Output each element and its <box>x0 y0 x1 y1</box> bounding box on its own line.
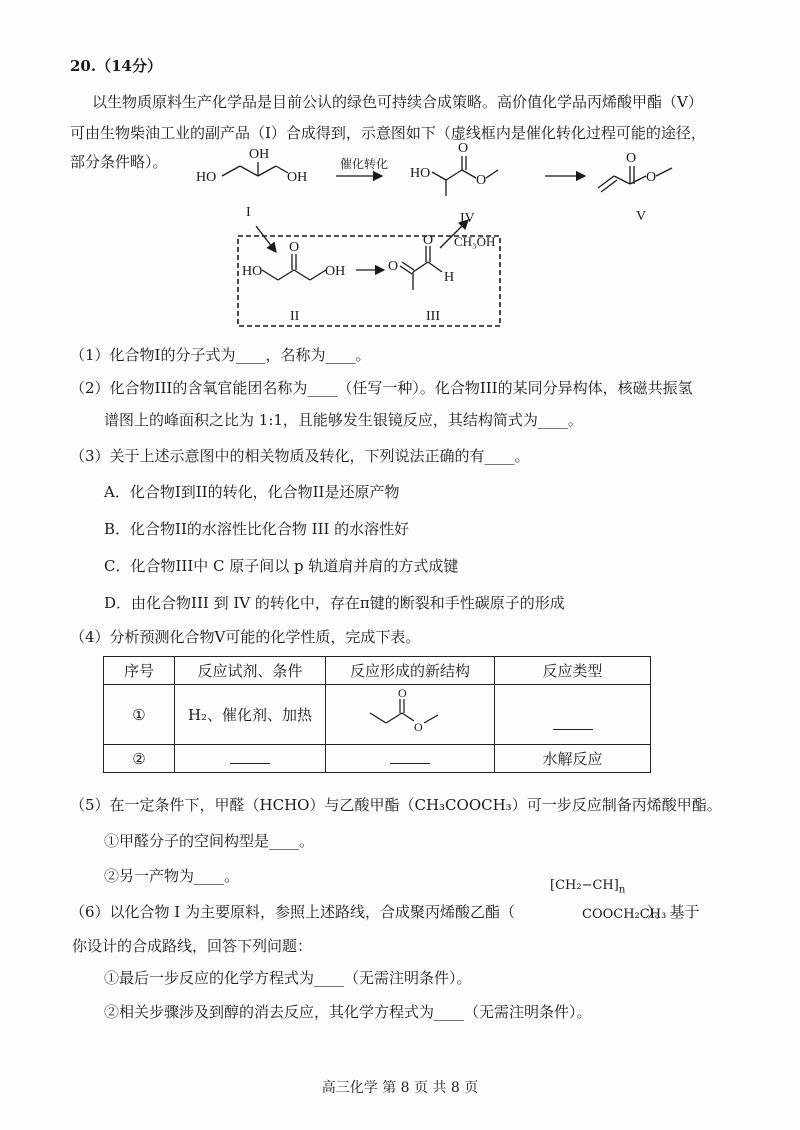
compound-IV-ho: HO <box>410 166 431 181</box>
reaction-scheme <box>0 0 800 340</box>
compound-I-structure <box>222 162 288 176</box>
polymer-repeat-unit: [CH₂−CH] <box>550 878 619 893</box>
arrow-condition: 催化转化 <box>340 157 389 171</box>
compound-I-oh-right: OH <box>287 170 308 185</box>
question-6-line-2: 你设计的合成路线，回答下列问题： <box>72 937 313 955</box>
structure-ester-o: O <box>414 719 423 734</box>
compound-IV-ester-o: O <box>476 173 487 188</box>
compound-IV-structure <box>432 156 498 196</box>
question-5-part-1: ①甲醛分子的空间构型是____。 <box>104 832 315 850</box>
option-b: B．化合物II的水溶性比化合物 III 的水溶性好 <box>104 520 410 538</box>
question-1: （1）化合物I的分子式为____，名称为____。 <box>70 346 371 364</box>
polymer-n: n <box>618 884 626 896</box>
question-2-line-1: （2）化合物III的含氧官能团名称为____（任写一种）。化合物III的某同分异构体，核磁共振氢 <box>70 379 693 397</box>
option-c: C．化合物III中 C 原子间以 p 轨道肩并肩的方式成键 <box>104 557 459 575</box>
header-type: 反应类型 <box>495 657 651 685</box>
row2-reagent-blank <box>230 749 270 764</box>
header-reagent: 反应试剂、条件 <box>175 657 326 685</box>
row2-structure <box>326 745 495 773</box>
compound-V-structure <box>598 166 672 192</box>
row1-type-blank <box>553 715 593 730</box>
table-header-row <box>104 657 651 685</box>
compound-III-h: H <box>444 270 455 285</box>
table-row <box>104 745 651 773</box>
row2-no: ② <box>104 745 175 773</box>
properties-table <box>103 656 651 773</box>
header-structure: 反应形成的新结构 <box>326 657 495 685</box>
question-6-tail: ）。基于 <box>647 903 700 921</box>
question-6-text: （6）以化合物 I 为主要原料，参照上述路线，合成聚丙烯酸乙酯（ <box>70 903 516 921</box>
compound-IV-carbonyl-o: O <box>458 141 469 156</box>
polymer-side-chain: COOCH₂CH₃ <box>582 906 667 922</box>
compound-I-oh-top: OH <box>249 147 270 162</box>
row1-reagent: H₂、催化剂、加热 <box>175 685 326 745</box>
label-compound-III: III <box>426 309 440 324</box>
row1-type <box>495 685 651 745</box>
row1-no: ① <box>104 685 175 745</box>
compound-II-structure <box>262 254 326 280</box>
header-no: 序号 <box>104 657 175 685</box>
label-compound-I: I <box>246 205 251 220</box>
row2-reagent <box>175 745 326 773</box>
compound-II-oh: OH <box>325 264 346 279</box>
compound-II-ho: HO <box>242 264 263 279</box>
page-footer: 高三化学 第 8 页 共 8 页 <box>321 1080 479 1096</box>
intro-line-2: 可由生物柴油工业的副产品（I）合成得到，示意图如下（虚线框内是催化转化过程可能的途径， <box>70 124 706 142</box>
question-6-part-1: ①最后一步反应的化学方程式为____（无需注明条件）。 <box>104 969 472 987</box>
compound-V-carbonyl-o: O <box>626 151 637 166</box>
label-compound-IV: IV <box>460 211 475 226</box>
compound-V-ester-o: O <box>646 170 657 185</box>
row1-structure <box>326 685 495 745</box>
structure-carbonyl-o: O <box>398 686 407 700</box>
table-row <box>104 685 651 745</box>
compound-I-ho: HO <box>196 170 217 185</box>
row2-type: 水解反应 <box>495 745 651 773</box>
question-5-part-2: ②另一产物为____。 <box>104 867 240 885</box>
question-header: 20.（14分） <box>70 57 162 75</box>
compound-III-structure <box>400 246 442 290</box>
question-2-line-2: 谱图上的峰面积之比为 1:1，且能够发生银镜反应，其结构简式为____。 <box>104 411 583 429</box>
question-3: （3）关于上述示意图中的相关物质及转化，下列说法正确的有____。 <box>70 447 530 465</box>
question-6 <box>70 902 700 922</box>
compound-III-o-top: O <box>423 233 434 248</box>
intro-line-3: 部分条件略）。 <box>70 153 168 171</box>
row2-structure-blank <box>390 749 430 764</box>
compound-II-o: O <box>289 240 300 255</box>
label-compound-II: II <box>290 309 300 324</box>
question-5: （5）在一定条件下，甲醛（HCHO）与乙酸甲酯（CH₃COOCH₃）可一步反应制备丙烯酸甲酯。 <box>70 796 722 814</box>
methanol-reagent: CH₃OH <box>454 234 496 249</box>
option-a: A．化合物I到II的转化，化合物II是还原产物 <box>104 483 400 501</box>
label-compound-V: V <box>636 209 647 224</box>
question-6-part-2: ②相关步骤涉及到醇的消去反应，其化学方程式为____（无需注明条件）。 <box>104 1003 592 1021</box>
option-d: D．由化合物III 到 IV 的转化中，存在π键的断裂和手性碳原子的形成 <box>104 594 565 612</box>
methyl-propanoate-structure <box>350 687 470 739</box>
intro-line-1: 以生物质原料生产化学品是目前公认的绿色可持续合成策略。高价值化学品丙烯酸甲酯（V） <box>92 93 703 111</box>
question-4: （4）分析预测化合物V可能的化学性质，完成下表。 <box>70 628 421 646</box>
compound-III-o-left: O <box>388 259 399 274</box>
